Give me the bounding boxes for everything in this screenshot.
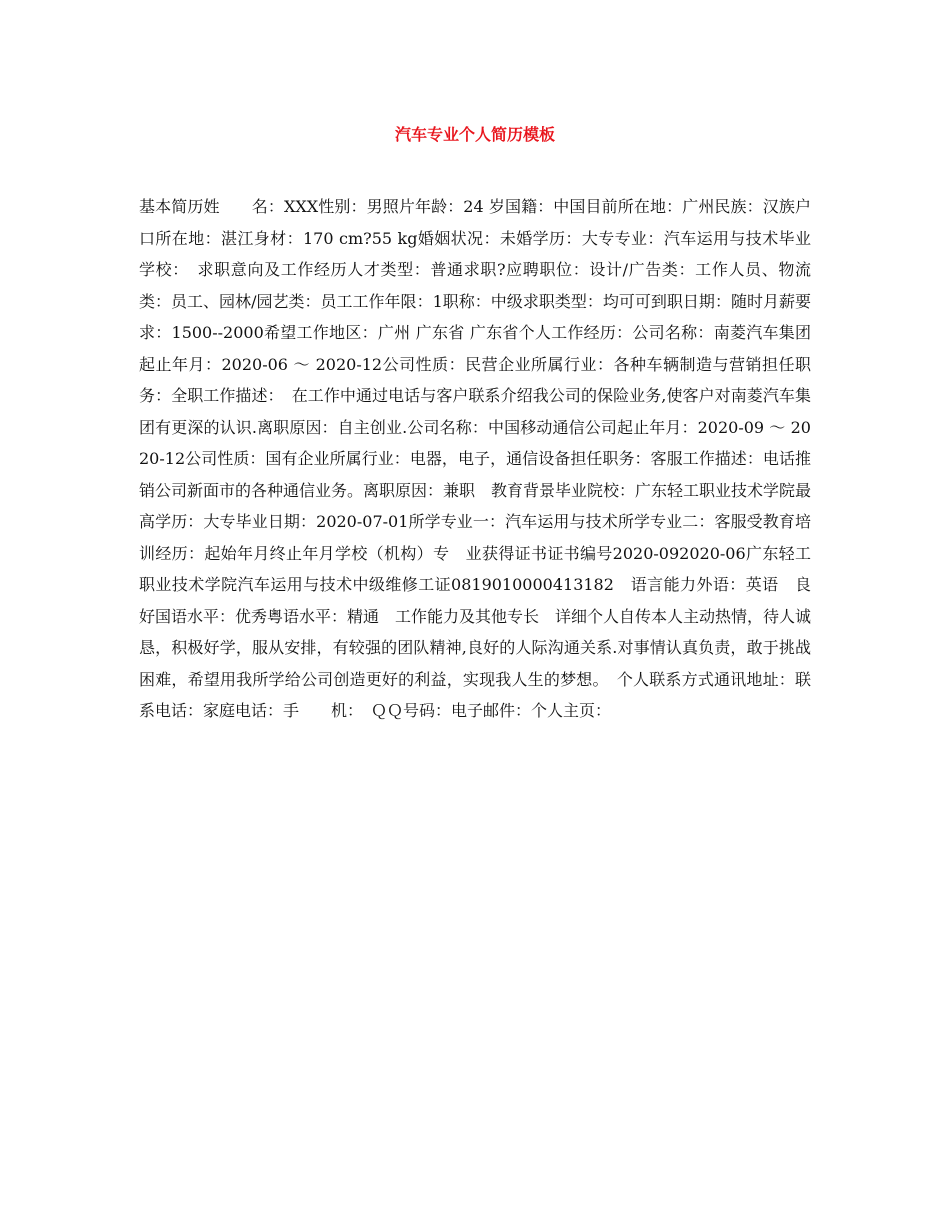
resume-body-text: 基本简历姓 名：XXX性别：男照片年龄：24 岁国籍：中国目前所在地：广州民族：汉族户口所在地：湛江身材：170 cm?55 kg婚姻状况：未婚学历：大专专业：汽车运用与技术毕业学校： 求职意向及工作经历人才类型：普通求职?应聘职位：设计/广告类：工作人员、物流类：员工、园林/园艺类：员工工作年限：1职称：中级求职类型：均可可到职日期：随时月薪要求：1500--2000希望工作地区：广州 广东省 广东省个人工作经历：公司名称：南菱汽车集团起止年月：2020-06 ～ 2020-12公司性质：民营企业所属行业：各种车辆制造与营销担任职务：全职工作描述： 在工作中通过电话与客户联系介绍我公司的保险业务,使客户对南菱汽车集团有更深的认识.离职原因：自主创业.公司名称：中国移动通信公司起止年月：2020-09 ～ 2020-12公司性质：国有企业所属行业：电器，电子，通信设备担任职务：客服工作描述：电话推销公司新面市的各种通信业务。离职原因：兼职 教育背景毕业院校：广东轻工职业技术学院最高学历：大专毕业日期：2020-07-01所学专业一：汽车运用与技术所学专业二：客服受教育培训经历：起始年月终止年月学校（机构）专 业获得证书证书编号2020-092020-06广东轻工职业技术学院汽车运用与技术中级维修工证0819010000413182 语言能力外语：英语 良好国语水平：优秀粤语水平：精通 工作能力及其他专长 详细个人自传本人主动热情，待人诚恳，积极好学，服从安排，有较强的团队精神,良好的人际沟通关系.对事情认真负责，敢于挑战困难，希望用我所学给公司创造更好的利益，实现我人生的梦想。 个人联系方式通讯地址：联系电话：家庭电话：手 机： ＱＱ号码：电子邮件：个人主页： [139,197,812,720]
document-title: 汽车专业个人简历模板 [394,125,555,144]
